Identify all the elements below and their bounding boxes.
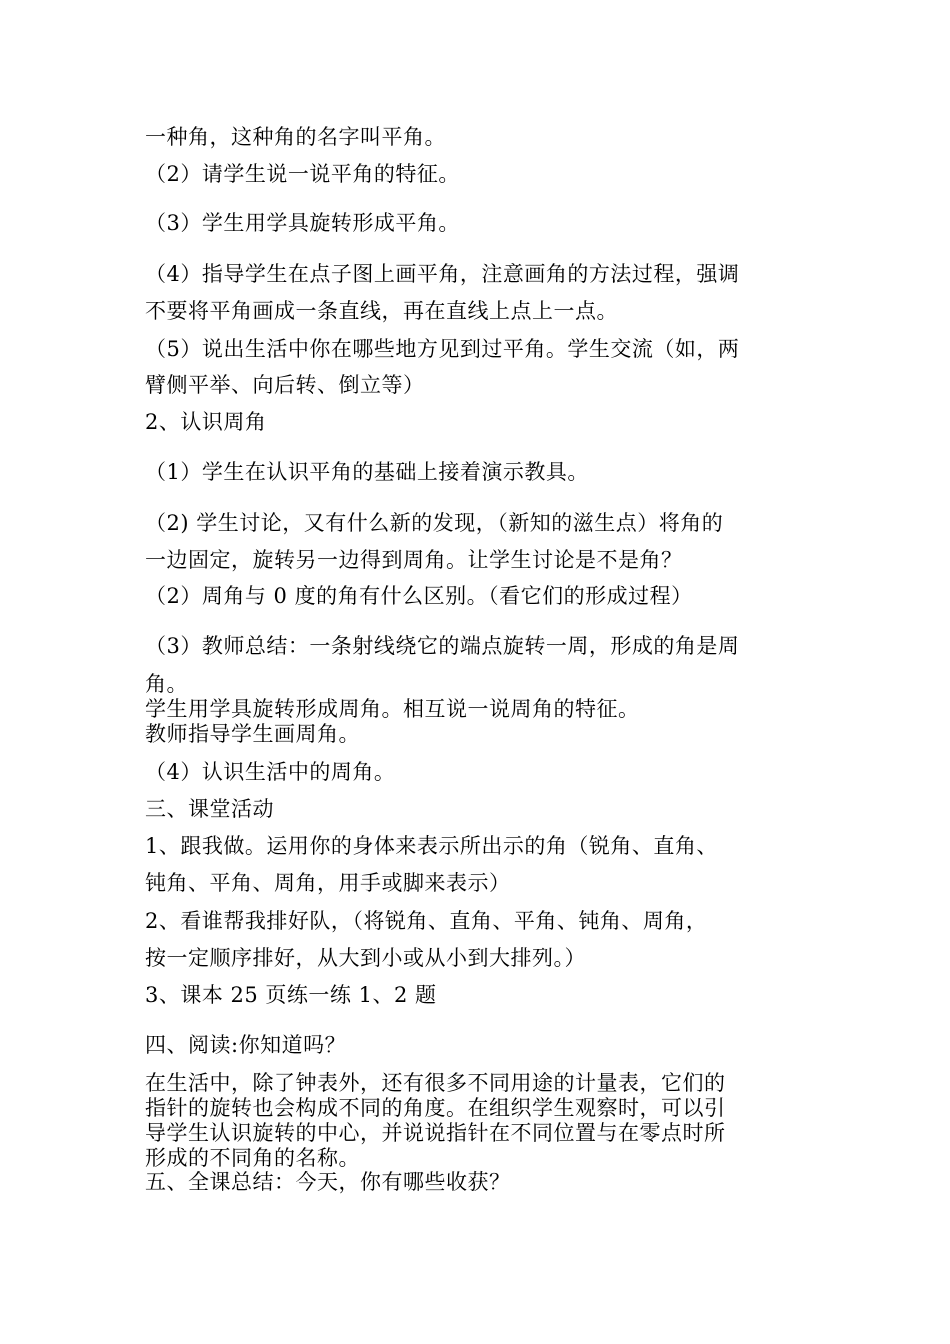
text-line: （1）学生在认识平角的基础上接着演示教具。 <box>145 460 589 484</box>
text-line: 按一定顺序排好，从大到小或从小到大排列。） <box>145 946 586 970</box>
text-line: 一种角，这种角的名字叫平角。 <box>145 125 446 149</box>
text-line: 五、全课总结：今天，你有哪些收获？ <box>145 1170 511 1194</box>
text-line: 1、跟我做。运用你的身体来表示所出示的角（锐角、直角、 <box>145 834 718 858</box>
text-line: （2）请学生说一说平角的特征。 <box>145 162 460 186</box>
text-line: 不要将平角画成一条直线，再在直线上点上一点。 <box>145 299 618 323</box>
text-line: （2) 学生讨论，又有什么新的发现，（新知的滋生点）将角的 <box>145 511 724 535</box>
text-line: 在生活中，除了钟表外，还有很多不同用途的计量表，它们的 <box>145 1071 726 1095</box>
text-line: 3、课本 25 页练一练 1、2 题 <box>145 983 437 1007</box>
text-line: 一边固定，旋转另一边得到周角。让学生讨论是不是角？ <box>145 548 683 572</box>
text-line: 导学生认识旋转的中心，并说说指针在不同位置与在零点时所 <box>145 1121 726 1145</box>
text-line: 角。 <box>145 672 188 696</box>
text-line: 指针的旋转也会构成不同的角度。在组织学生观察时，可以引 <box>145 1096 726 1120</box>
text-line: 臂侧平举、向后转、倒立等） <box>145 373 425 397</box>
text-line: 2、看谁帮我排好队，（将锐角、直角、平角、钝角、周角， <box>145 909 708 933</box>
text-line: 学生用学具旋转形成周角。相互说一说周角的特征。 <box>145 697 640 721</box>
text-line: 2、认识周角 <box>145 410 267 434</box>
text-line: （2）周角与 0 度的角有什么区别。（看它们的形成过程） <box>145 584 693 608</box>
text-line: 四、阅读:你知道吗？ <box>145 1033 347 1057</box>
text-line: 形成的不同角的名称。 <box>145 1146 360 1170</box>
text-line: 钝角、平角、周角，用手或脚来表示） <box>145 871 511 895</box>
text-line: 三、课堂活动 <box>145 797 274 821</box>
text-line: 教师指导学生画周角。 <box>145 722 360 746</box>
text-line: （4）指导学生在点子图上画平角，注意画角的方法过程，强调 <box>145 262 740 286</box>
text-line: （3）教师总结：一条射线绕它的端点旋转一周，形成的角是周 <box>145 634 740 658</box>
text-line: （3）学生用学具旋转形成平角。 <box>145 211 460 235</box>
text-line: （5）说出生活中你在哪些地方见到过平角。学生交流（如，两 <box>145 337 740 361</box>
text-line: （4）认识生活中的周角。 <box>145 760 396 784</box>
